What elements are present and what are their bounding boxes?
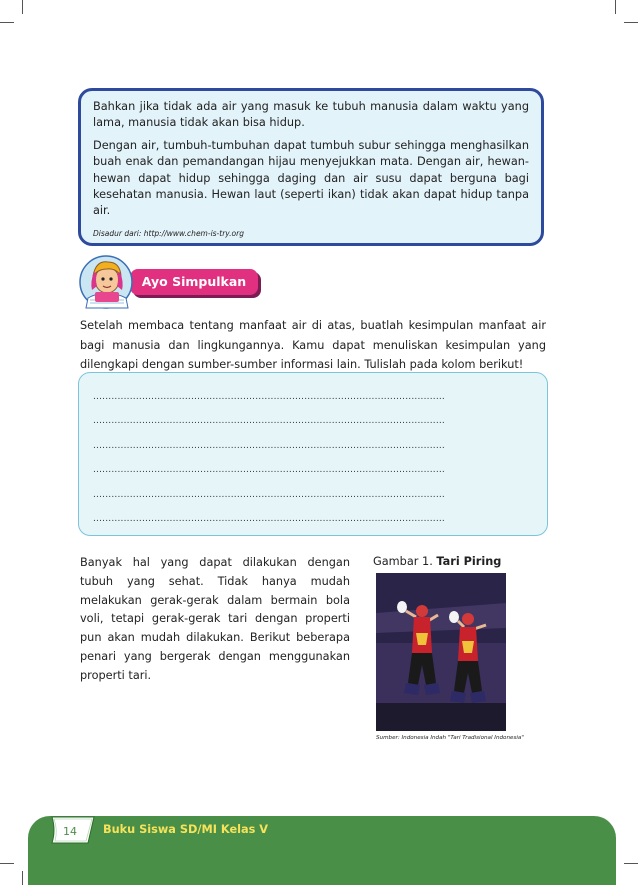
reading-box [78,88,544,246]
instruction-paragraph: Setelah membaca tentang manfaat air di atas, buatlah kesimpulan manfaat air bagi manusia dan lingkungannya. Kamu dapat menuliskan kesimpulan yang dilengkapi dengan sumber-sumber informasi lain. Tulislah pada kolom berikut! [80,319,546,371]
reading-source: Disadur dari: http://www.chem-is-try.org [93,228,244,238]
body-paragraph: Banyak hal yang dapat dilakukan dengan tubuh yang sehat. Tidak hanya mudah melakukan gerak-gerak dalam bermain bola voli, tetapi gerak-gerak tari dengan properti pun akan mudah dilakukan. Berikut beberapa penari yang bergerak dengan menggunakan properti tari. [80,556,350,682]
reading-paragraph-2: Dengan air, tumbuh-tumbuhan dapat tumbuh subur sehingga menghasilkan buah enak dan pemandangan hijau menyejukkan mata. Dengan air, hewan-hewan dapat hidup sehingga daging dan air susu dapat berguna bagi kesehatan manusia. Hewan laut (seperti ikan) tidak akan dapat hidup tanpa air. [93,138,529,218]
crop-mark [0,863,14,864]
crop-mark [0,22,14,23]
figure-caption-title: Tari Piring [436,555,502,568]
crop-mark [624,22,638,23]
page-number-tab [48,815,98,845]
page-number: 14 [63,825,77,838]
crop-mark [615,0,616,14]
answer-line[interactable]: ................................................................................................................... [93,465,445,476]
ayo-simpulkan-label: Ayo Simpulkan [130,269,258,295]
figure-source: Sumber: Indonesia Indah "Tari Tradisional Indonesia" [376,735,524,741]
answer-line[interactable]: ................................................................................................................... [93,514,445,525]
answer-line[interactable]: ................................................................................................................... [93,416,445,427]
crop-mark [22,0,23,14]
book-title: Buku Siswa SD/MI Kelas V [103,823,268,836]
tari-piring-photo [376,573,506,731]
answer-line[interactable]: ................................................................................................................... [93,489,445,500]
answer-line[interactable]: ................................................................................................................... [93,392,445,402]
crop-mark [22,871,23,885]
figure-caption-prefix: Gambar 1. [373,555,433,568]
ayo-simpulkan-heading [78,252,268,312]
figure-caption [373,555,501,568]
child-reading-icon [78,252,136,310]
reading-paragraph-1: Bahkan jika tidak ada air yang masuk ke tubuh manusia dalam waktu yang lama, manusia tidak akan bisa hidup. [93,100,529,130]
crop-mark [624,863,638,864]
answer-box[interactable] [78,372,548,536]
answer-line[interactable]: ................................................................................................................... [93,440,445,451]
